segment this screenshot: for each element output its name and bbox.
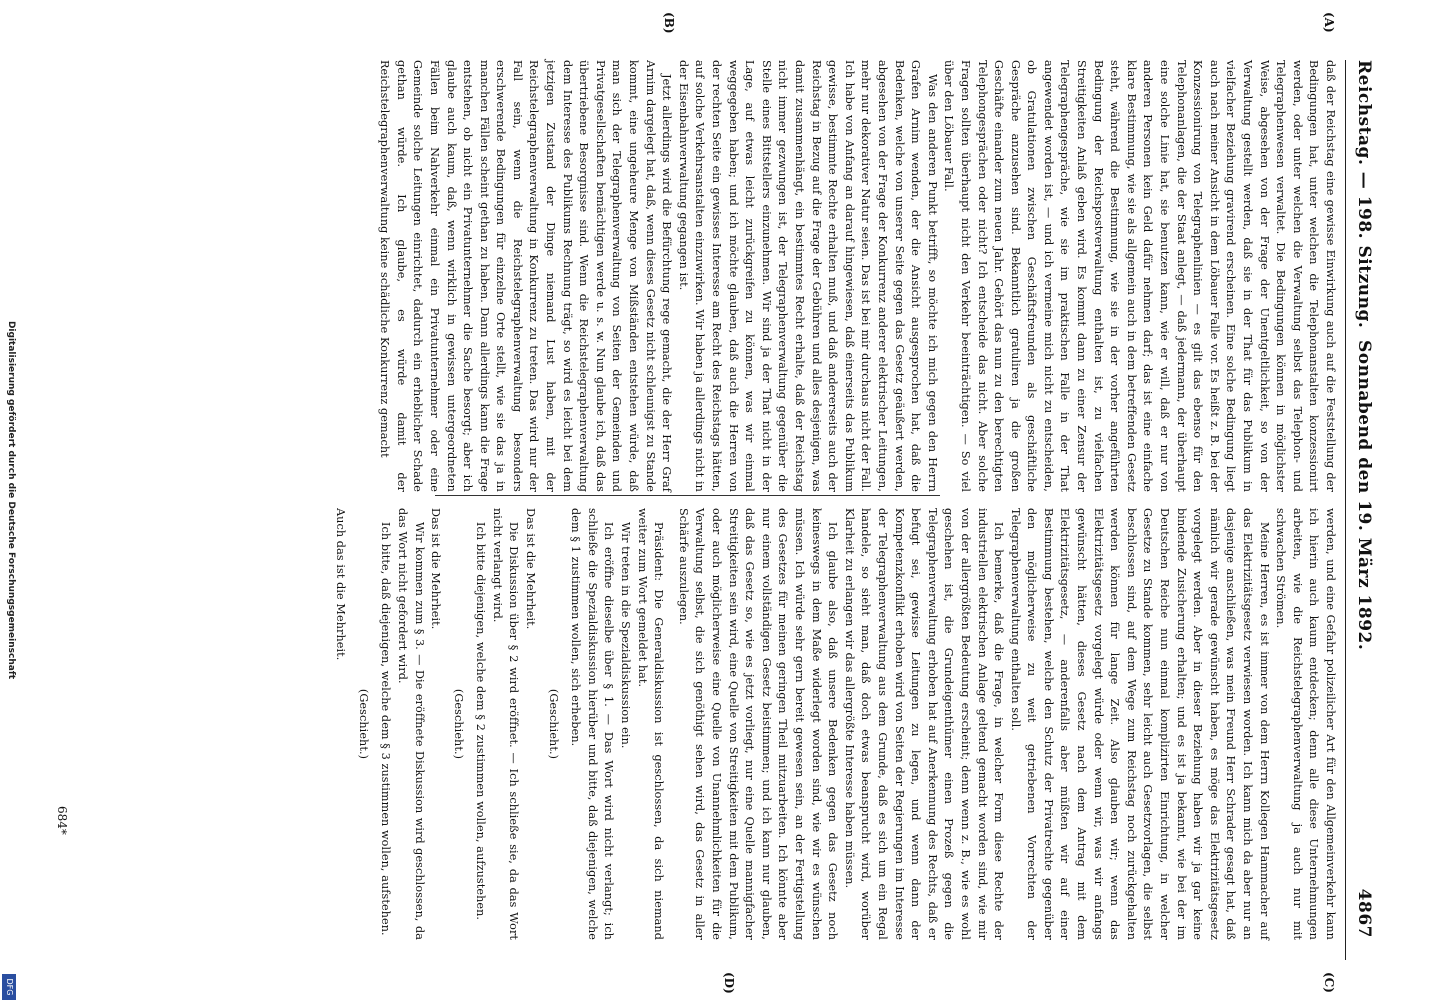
paragraph: Wir kommen zum § 3. — Die eröffnete Diskussion wird geschlossen, da das Wort nicht gefordert wird. xyxy=(395,508,426,940)
paragraph: Das ist die Mehrheit. xyxy=(429,508,443,630)
running-head-date: Sonnabend den 19. März 1892. xyxy=(1354,340,1374,651)
digitization-note: Digitalisierung gefördert durch die Deutsche Forschungsgemeinschaft xyxy=(6,320,16,680)
paragraph: Ich eröffne dieselbe über § 1. — Das Wort wird nicht verlangt; ich schließe die Spezialdiskussion hierüber und bitte, daß diejenigen, welche dem § 1 zustimmen wollen, sich erheben. xyxy=(569,508,616,940)
left-column xyxy=(376,60,1338,492)
stage-direction: (Geschieht.) xyxy=(546,688,560,760)
dfg-logo: DFG xyxy=(2,974,16,1000)
paragraph: Meine Herren, es ist immer von dem Herrn Kollegen Hammacher auf das Elektrizitätsgesetz verwiesen worden. Ich kann mich da aber nur an dasjenige anschließen, was mein Freund Herr Schrader gesagt hat, daß nämlich wir gerade gewünscht haben, es möge das Elektrizitätsgesetz vorgelegt werden. Aber in dieser Beziehung haben wir ja gar keine bindende Zusicherung erhalten; und es ist ja bekannt, wie bei der im Deutschen Reiche nun einmal komplizirten Einrichtung, in welcher Gesetze zu Stande kommen, sehr leicht auch Gesetzvorlagen, die selbst beschlossen sind, auf dem Wege zum Reichstag noch zurückgehalten werden können für lange Zeit. Also glauben wir; wenn das Elektrizitätsgesetz vorgelegt würde oder wenn wir, was wir anfangs gewünscht hätten, dieses Gesetz nach dem Antrag mit dem Elektrizitätsgesetz, — anderenfalls aber müßten wir auf einer Bestimmung bestehen, welche den Schutz der Privatrechte gegenüber den möglicherweise zu weit getriebenen Vorrechten der Telegraphenverwaltung enthalten soll. xyxy=(1008,508,1271,940)
margin-mark-b: (B) xyxy=(662,12,676,34)
paragraph: werden, und eine Gefahr polizeilicher Art für den Allgemeinverkehr kann ich hierin auch kaum entdecken; denn alle diese Unternehmungen arbeiten, wie die Reichstelegraphenverwaltung ja auch nur mit schwachen Strömen. xyxy=(1274,508,1337,940)
margin-mark-d: (D) xyxy=(722,972,736,994)
running-head-left: Reichstag. — 198. Sitzung. xyxy=(1354,60,1374,329)
paragraph: Ich bitte diejenigen, welche dem § 2 zustimmen wollen, aufzustehen. xyxy=(474,522,488,921)
paragraph: Die Diskussion über § 2 wird eröffnet. — Ich schließe sie, da das Wort nicht verlangt wird. xyxy=(490,508,521,940)
margin-mark-c: (C) xyxy=(1322,972,1336,993)
stage-direction: (Geschieht.) xyxy=(356,688,370,760)
paragraph: Ich glaube also, daß unsere Bedenken gegen das Gesetz noch keineswegs in dem Maße widerlegt worden sind, wie wir es wünschen müssen. Ich würde sehr gern bereit gewesen sein, an der Fertigstellung des Gesetzes für meinen geringen Theil mitzuarbeiten. Ich könnte aber nur einem vollständigen Gesetz beistimmen; und ich kann nur glauben, daß das Gesetz so, wie es jetzt vorliegt, nur eine Quelle mannigfacher Streitigkeiten sein wird, eine Quelle von Streitigkeiten mit dem Publikum, oder auch möglicherweise eine Quelle von Unannehmlichkeiten für die Verwaltung selbst, die sich genöthigt sehen wird, das Gesetz in aller Schärfe auszulegen. xyxy=(676,508,840,940)
margin-mark-a: (A) xyxy=(1322,12,1336,33)
page-number: 4867 xyxy=(1354,888,1374,938)
paragraph: Das ist die Mehrheit. xyxy=(524,508,538,630)
header-rule xyxy=(1345,60,1346,960)
paragraph: Wir treten in die Spezialdiskussion ein. xyxy=(619,522,633,749)
paragraph: Ich bitte, daß diejenigen, welche dem § 3 zustimmen wollen, aufstehen. xyxy=(379,522,393,936)
signature-mark: 684* xyxy=(55,806,69,835)
paragraph: daß der Reichstag eine gewisse Einwirkung auch auf die Feststellung der Bedingungen hat, unter welchen die Telephonanstalten konzessionirt werden, oder unter welchen die Verwaltung selbst das Telephon- und Telegraphenwesen verwaltet. Die Bedingungen können in möglichster Weise, abgesehen von der Frage der Unentgeltlichkeit, so von der Verwaltung gestellt werden, daß sie in der That für das Publikum in vielfacher Beziehung gravirend erscheinen. Eine solche Bedingung liegt auch nach meiner Ansicht in dem Löbauer Falle vor. Es heißt z. B. bei der Konzessionirung von Telegraphenlinien — es gilt das ebenso für den Telephonanlagen, die der Staat anlegt, — daß jedermann, der überhaupt eine solche Linie hat, sie benutzen kann, wie er will, daß er nur von anderen Personen kein Geld dafür nehmen darf; das ist eine einfache klare Bestimmung, wie sie als allgemein auch in dem betreffenden Gesetz steht, während die Bestimmung, wie sie in der vorher angeführten Bedingung der Reichspostverwaltung enthalten ist, zu vielfachen Streitigkeiten Anlaß geben wird. Es kommt dann zu einer Zensur der Telegraphengespräche, wie sie im praktischen Falle in der That angewendet worden ist, — und ich vermeine mich nicht zu entscheiden, ob Gratulationen zwischen Geschäftsfreunden als geschäftliche Gespräche anzusehen sind. Bekanntlich gratuliren ja die großen Geschäfte einander zum neuen Jahr. Gehört das nun zu den berechtigten Telephongesprächen oder nicht? Ich entscheide das nicht. Aber solche Fragen sollten überhaupt nicht den Verkehr beeinträchtigen. — So viel über den Löbauer Fall. xyxy=(942,60,1337,492)
president-statement: Präsident: Die Generaldiskussion ist geschlossen, da sich niemand weiter zum Wort gemeldet hat. xyxy=(635,508,666,940)
paragraph: Was den anderen Punkt betrifft, so möchte ich mich gegen den Herrn Grafen Arnim wenden, der die Ansicht ausgesprochen hat, daß die Bedenken, welche von unserer Seite gegen das Gesetz geäußert werden, abgesehen von der Frage der Konkurrenz anderer elektrischer Leitungen, mehr nur dekorativer Natur seien. Das ist bei mir durchaus nicht der Fall. Ich habe von Anfang an darauf hingewiesen, daß einerseits das Publikum gewisse, bestimmte Rechte erhalten muß, und daß andererseits auch der Reichstag in Bezug auf die Frage der Gebühren und alles desjenigen, was damit zusammenhängt, ein bestimmtes Recht erhalte, daß der Reichstag nicht immer gezwungen ist, der Telegraphenverwaltung gegenüber die Stelle eines Bittstellers einzunehmen. Wir sind ja der That nicht in der Lage, auf etwas leicht zurückgreifen zu können, was wir einmal weggegeben haben; und ich möchte glauben, daß auch die Herren von der rechten Seite ein gewisses Interesse am Recht des Reichstags hätten, auf solche Verkehrsanstalten einzuwirken. Wir haben ja allerdings nicht in der Eisenbahnverwaltung gegangen ist. xyxy=(676,60,939,492)
paragraph: Ich bemerke, daß die Frage, in welcher Form diese Rechte der industriellen elektrischen Anlage geltend gemacht worden sind, wie mir von der allergrößten Bedeutung erscheint; denn wenn z. B., wie es wohl geschehen ist, die Grundeigenthümer einen Prozeß gegen die Telegraphenverwaltung erhoben hat auf Anerkennung des Rechts, daß er befugt sei, gewisse Leitungen zu legen, und wenn dann der Kompetenzkonflikt erhoben wird von Seiten der Regierungen im Interesse der Telegraphenverwaltung aus dem Grunde, daß es sich um ein Regal handele, so sieht man, daß doch etwas beansprucht wird, worüber Klarheit zu erlangen wir das allergrößte Interesse haben müssen. xyxy=(842,508,1006,940)
paragraph: Auch das ist die Mehrheit. xyxy=(334,508,348,661)
paragraph: Jetzt allerdings wird die Befürchtung rege gemacht, die der Herr Graf Arnim dargelegt hat, daß, wenn dieses Gesetz nicht schleunigst zu Stande kommt, eine ungeheure Menge von Mißständen entstehen würde, daß man sich der Telegraphenverwaltung von Seiten der Gemeinden und Privatgesellschaften bemächtigen werde u. s. w. Nun glaube ich, daß das übertriebene Besorgnisse sind. Wenn die Reichstelegraphenverwaltung dem Interesse des Publikums Rechnung trägt, so wird es leicht bei dem jetzigen Zustand der Dinge niemand Lust haben, mit der Reichstelegraphenverwaltung in Konkurrenz zu treten. Das wird nur der Fall sein, wenn die Reichstelegraphenverwaltung besonders erschwerende Bedingungen für einzelne Orte stellt, wie sie das ja in manchen Fällen scheint gethan zu haben. Dann allerdings kann die Frage entstehen, ob nicht ein Privatunternehmer die Sache besorgt; aber ich glaube auch kaum, daß, wenn wirklich in gewissen untergeordneten Fällen beim Nahverkehr einmal ein Privatunternehmer oder eine Gemeinde solche Leitungen einrichtet, dadurch ein erheblicher Schade gethan würde. Ich glaube, es würde damit der Reichstelegraphenverwaltung keine schädliche Konkurrenz gemacht xyxy=(378,60,674,492)
stage-direction: (Geschieht.) xyxy=(451,688,465,760)
column-divider xyxy=(435,495,940,496)
right-column xyxy=(332,508,1338,940)
